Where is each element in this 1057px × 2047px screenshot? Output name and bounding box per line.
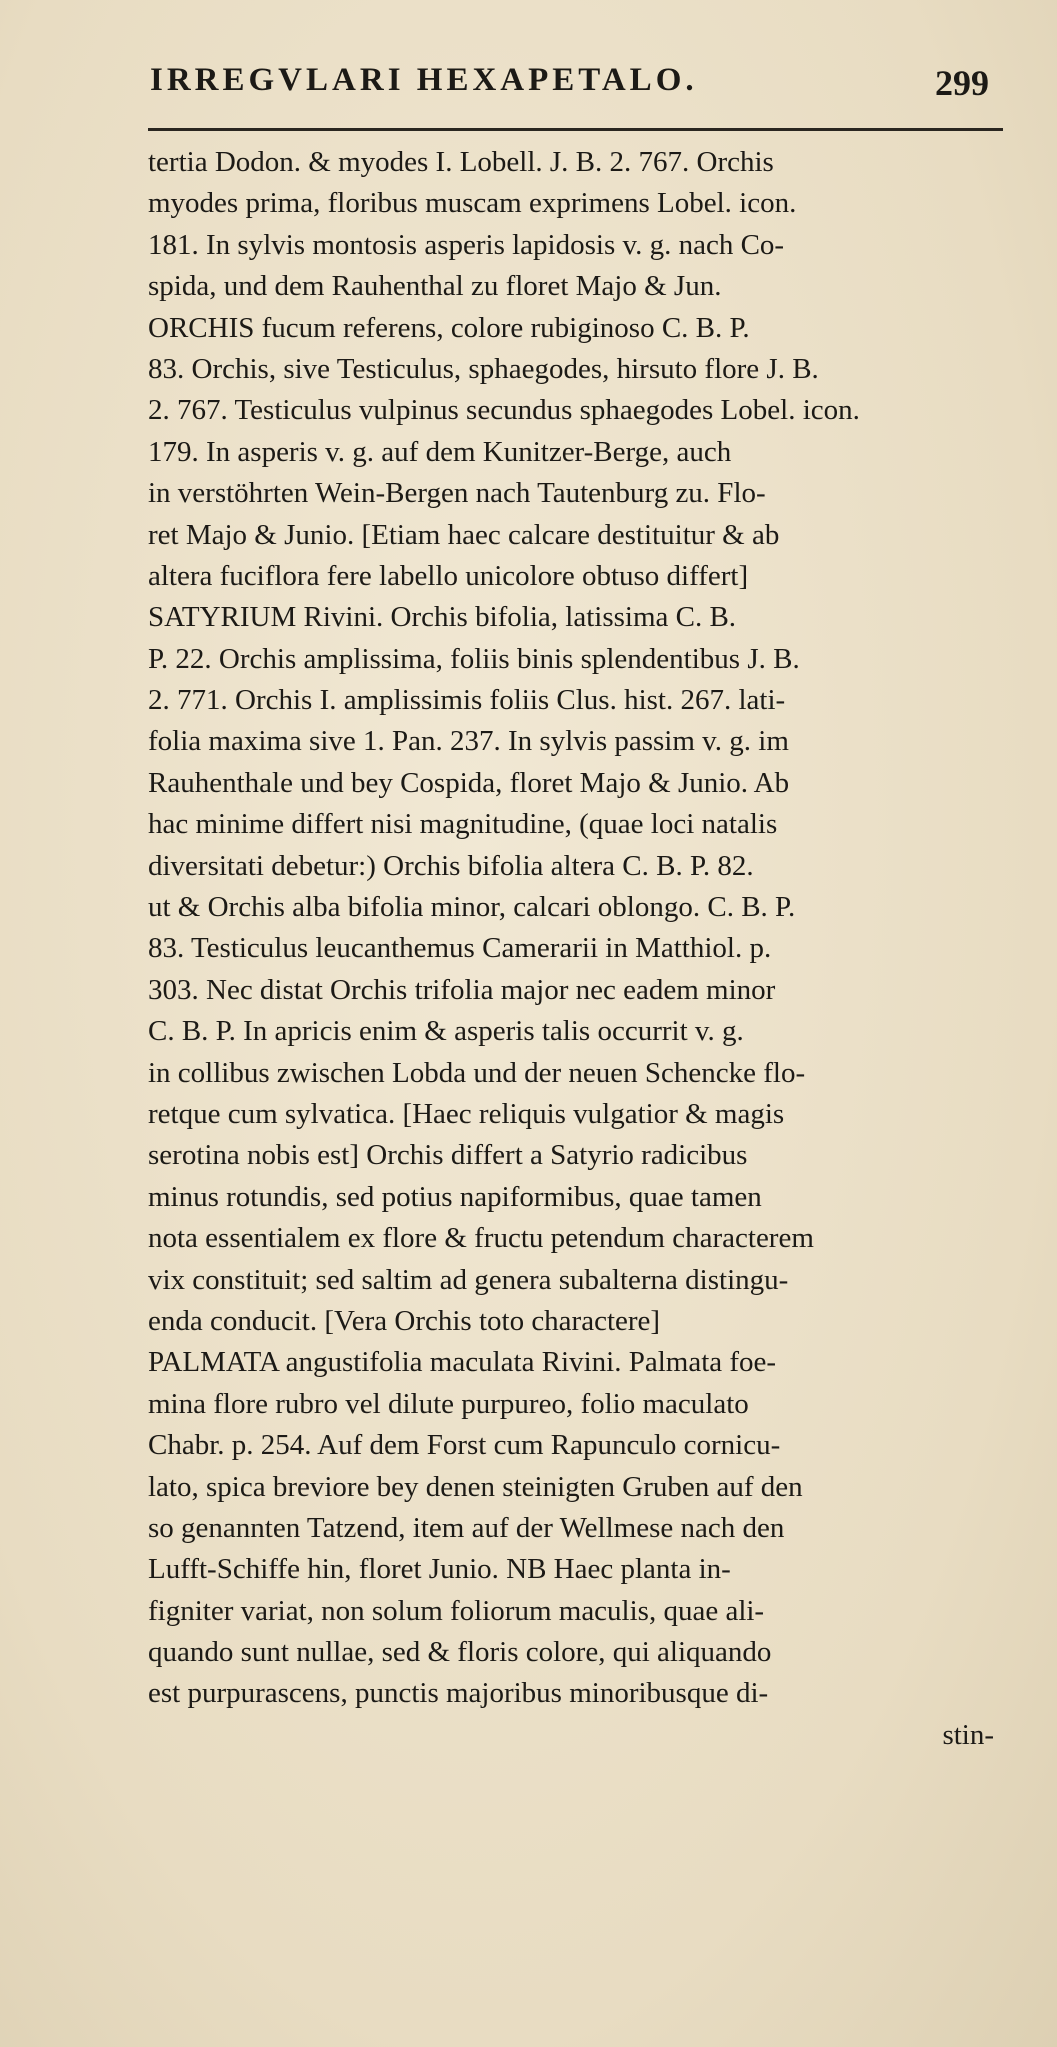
text-line: serotina nobis est] Orchis differt a Satyrio radicibus xyxy=(148,1139,748,1172)
text-line: nota essentialem ex flore & fructu petendum characterem xyxy=(148,1222,814,1255)
page-number: 299 xyxy=(935,63,989,103)
text-line: minus rotundis, sed potius napiformibus, quae tamen xyxy=(148,1180,762,1213)
text-line: ret Majo & Junio. [Etiam haec calcare destituitur & ab xyxy=(148,518,780,551)
text-line: Rauhenthale und bey Cospida, floret Majo & Junio. Ab xyxy=(148,766,790,799)
text-line: retque cum sylvatica. [Haec reliquis vulgatior & magis xyxy=(148,1097,785,1130)
text-line: 303. Nec distat Orchis trifolia major nec eadem minor xyxy=(148,973,776,1006)
page-header xyxy=(150,62,1007,122)
text-line: folia maxima sive 1. Pan. 237. In sylvis passim v. g. im xyxy=(148,725,789,758)
text-line: in collibus zwischen Lobda und der neuen Schencke flo- xyxy=(148,1056,806,1089)
text-line: lato, spica breviore bey denen steinigten Gruben auf den xyxy=(148,1470,803,1503)
text-line: 83. Orchis, sive Testiculus, sphaegodes, hirsuto flore J. B. xyxy=(148,352,819,385)
text-line: vix constituit; sed saltim ad genera subalterna distingu- xyxy=(148,1263,789,1296)
text-line: 2. 771. Orchis I. amplissimis foliis Clus. hist. 267. lati- xyxy=(148,684,786,717)
text-line: P. 22. Orchis amplissima, foliis binis splendentibus J. B. xyxy=(148,642,800,675)
text-line: ORCHIS fucum referens, colore rubiginoso C. B. P. xyxy=(148,311,750,344)
text-line: spida, und dem Rauhenthal zu floret Majo & Jun. xyxy=(148,270,722,303)
running-title: IRREGVLARI HEXAPETALO. xyxy=(150,62,698,98)
text-line: Chabr. p. 254. Auf dem Forst cum Rapunculo cornicu- xyxy=(148,1429,781,1462)
text-line: 179. In asperis v. g. auf dem Kunitzer-Berge, auch xyxy=(148,435,732,468)
text-line: diversitati debetur:) Orchis bifolia altera C. B. P. 82. xyxy=(148,849,754,882)
text-line: 83. Testiculus leucanthemus Camerarii in Matthiol. p. xyxy=(148,932,772,965)
text-line: SATYRIUM Rivini. Orchis bifolia, latissima C. B. xyxy=(148,601,737,634)
text-line: est purpurascens, punctis majoribus minoribusque di- xyxy=(148,1677,769,1710)
text-line: enda conducit. [Vera Orchis toto charactere] xyxy=(148,1304,661,1337)
text-line: ut & Orchis alba bifolia minor, calcari oblongo. C. B. P. xyxy=(148,891,796,924)
text-line: Lufft-Schiffe hin, floret Junio. NB Haec planta in- xyxy=(148,1553,731,1586)
text-line: in verstöhrten Wein-Bergen nach Tautenburg zu. Flo- xyxy=(148,477,766,510)
text-line: so genannten Tatzend, item auf der Wellmese nach den xyxy=(148,1511,785,1544)
text-line: 2. 767. Testiculus vulpinus secundus sphaegodes Lobel. icon. xyxy=(148,394,860,427)
body-text xyxy=(148,142,1018,1756)
text-line: PALMATA angustifolia maculata Rivini. Palmata foe- xyxy=(148,1346,777,1379)
catchword: stin- xyxy=(942,1718,994,1751)
text-line: 181. In sylvis montosis asperis lapidosis v. g. nach Co- xyxy=(148,228,785,261)
header-rule xyxy=(148,128,1003,131)
text-line: figniter variat, non solum foliorum maculis, quae ali- xyxy=(148,1594,765,1627)
text-line: hac minime differt nisi magnitudine, (quae loci natalis xyxy=(148,808,778,841)
text-line: myodes prima, floribus muscam exprimens Lobel. icon. xyxy=(148,187,797,220)
text-line: altera fuciflora fere labello unicolore obtuso differt] xyxy=(148,559,749,592)
text-line: C. B. P. In apricis enim & asperis talis occurrit v. g. xyxy=(148,1015,744,1048)
text-line: quando sunt nullae, sed & floris colore, qui aliquando xyxy=(148,1636,772,1669)
text-line: tertia Dodon. & myodes I. Lobell. J. B. 2. 767. Orchis xyxy=(148,146,774,178)
text-line: mina flore rubro vel dilute purpureo, folio maculato xyxy=(148,1387,749,1420)
